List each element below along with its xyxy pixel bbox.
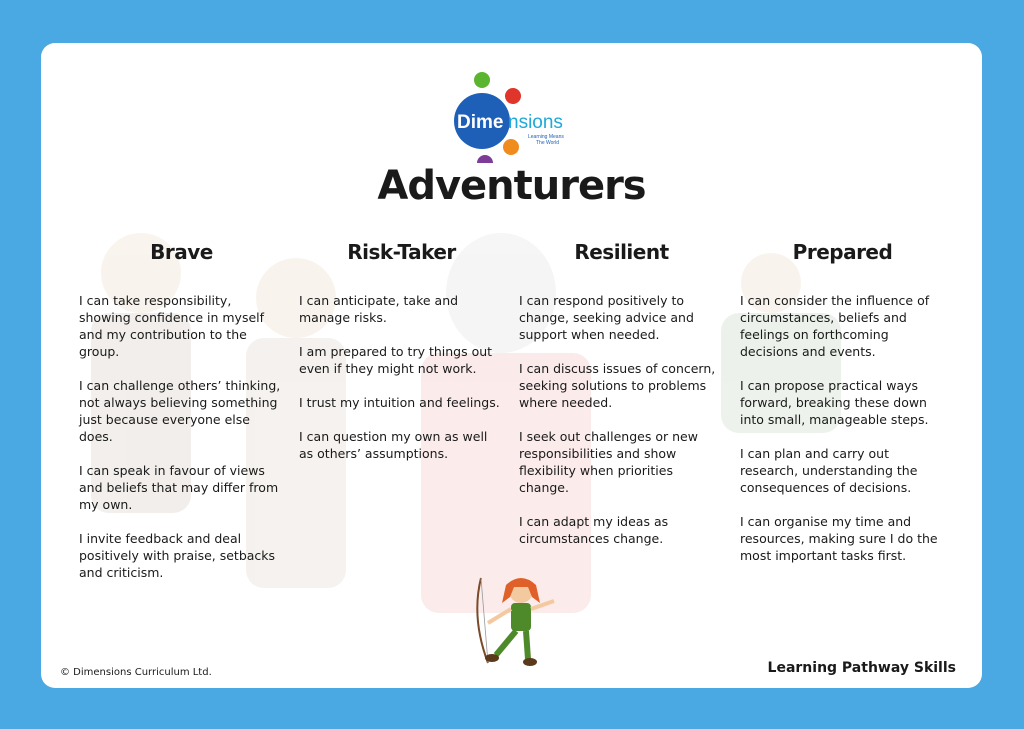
logo-brand-suffix: nsions — [508, 112, 563, 133]
logo-brand-prefix: Dime — [457, 112, 504, 133]
dimensions-logo — [446, 59, 576, 163]
skill-item: I trust my intuition and feelings. — [299, 395, 500, 410]
logo-tagline-2: The World — [536, 140, 559, 146]
column-heading: Resilient — [574, 240, 669, 264]
archer-girl-illustration — [466, 563, 566, 673]
column-heading: Risk-Taker — [347, 240, 456, 264]
logo-purple-bubble — [477, 155, 493, 163]
skill-item: I invite feedback and deal positively with praise, setbacks and criticism. — [79, 531, 276, 580]
poster-card — [41, 43, 982, 688]
logo-green-bubble — [474, 72, 490, 88]
column-heading: Prepared — [792, 240, 893, 264]
skill-item: I can take responsibility, showing confidence in myself and my contribution to the group. — [79, 293, 265, 359]
skill-item: I can plan and carry out research, understanding the consequences of decisions. — [740, 446, 918, 495]
page-title: Adventurers — [377, 163, 646, 209]
column-heading: Brave — [150, 240, 213, 264]
logo-red-bubble — [505, 88, 521, 104]
skill-item: I can question my own as well as others’ assumptions. — [299, 429, 488, 461]
skill-item: I can propose practical ways forward, breaking these down into small, manageable steps. — [740, 378, 929, 427]
skill-item: I am prepared to try things out even if they might not work. — [299, 344, 493, 376]
skill-item: I seek out challenges or new responsibilities and show flexibility when priorities change. — [519, 429, 698, 495]
column-brave — [79, 240, 284, 598]
logo-orange-bubble — [503, 139, 519, 155]
skill-item: I can organise my time and resources, making sure I do the most important tasks first. — [740, 514, 938, 563]
skill-item: I can challenge others’ thinking, not always believing something just because everyone else does. — [79, 378, 281, 444]
skill-item: I can consider the influence of circumstances, beliefs and feelings on forthcoming decisions and events. — [740, 293, 930, 359]
skill-item: I can respond positively to change, seeking advice and support when needed. — [519, 293, 694, 342]
column-resilient — [519, 240, 724, 564]
column-risk-taker — [299, 240, 504, 479]
series-label: Learning Pathway Skills — [767, 660, 956, 676]
column-prepared — [740, 240, 945, 581]
copyright-text: © Dimensions Curriculum Ltd. — [60, 667, 212, 678]
skill-item: I can anticipate, take and manage risks. — [299, 293, 459, 325]
skill-item: I can discuss issues of concern, seeking solutions to problems where needed. — [519, 361, 716, 410]
logo-tagline-1: Learning Means — [528, 134, 564, 140]
skill-item: I can adapt my ideas as circumstances change. — [519, 514, 669, 546]
skill-item: I can speak in favour of views and beliefs that may differ from my own. — [79, 463, 279, 512]
